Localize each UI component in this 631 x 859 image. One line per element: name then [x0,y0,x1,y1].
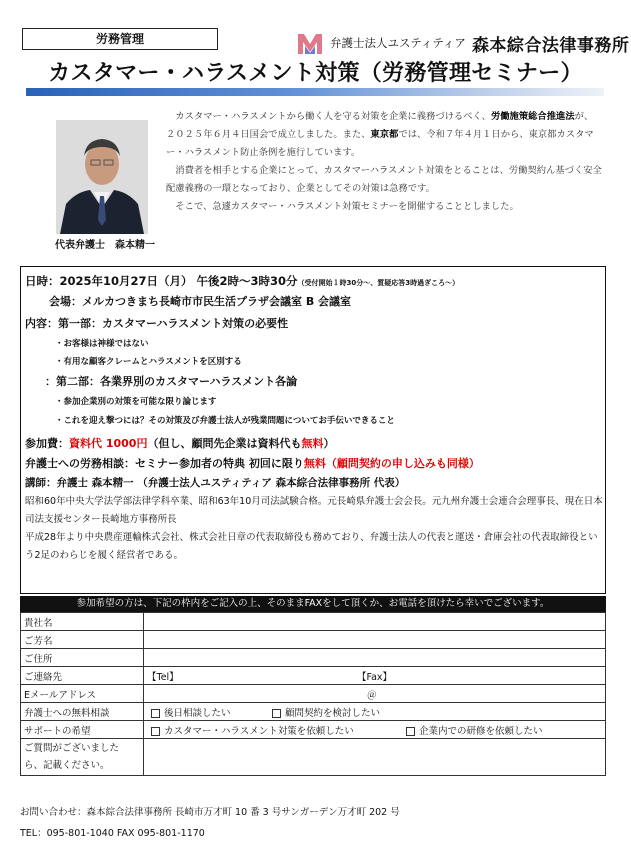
email-field[interactable] [144,685,606,703]
contact-label: ご連絡先 [21,667,144,685]
portrait-image [56,120,148,234]
form-row-address [21,649,606,667]
content-bullet: ・これを迎え撃つには？その対策及び弁護士法人が残業問題についてお手伝いできること [55,416,395,426]
intro-text [166,108,602,216]
name-label: ご芳名 [21,631,144,649]
footer-phones: TEL：095-801-1040 FAX 095-801-1170 [20,828,205,839]
seminar-content-part2: ：第二部：各業界別のカスタマーハラスメント各論 [45,375,298,388]
form-row-contact [21,667,606,685]
speaker: 講師：弁護士 森本精一 （弁護士法人ユスティティア 森本綜合法律事務所 代表） [25,477,406,489]
support-label: サポートの希望 [21,721,144,739]
company-field[interactable] [144,613,606,631]
checkbox[interactable] [406,727,415,736]
checkbox[interactable] [151,727,160,736]
email-label: Eメールアドレス [21,685,144,703]
support-option-training: 企業内での研修を依頼したい [419,725,543,737]
fax-label: 【Fax】 [357,671,393,683]
free-consultation: 弁護士への労務相談：セミナー参加者の特典 初回に限り無料（顧問契約の申し込みも同様） [25,457,480,470]
address-field[interactable] [144,649,606,667]
company-label: 貴社名 [21,613,144,631]
footer-inquiry: お問い合わせ：森本綜合法律事務所 長崎市万才町 10 番 3 号サンガーデン万才町 202 号 [20,807,400,818]
intro-paragraph-2: 消費者を相手とする企業にとって、カスタマーハラスメント対策をとることは、労働契約ん基づく安全配慮義務の一環となっており、企業としてその対策は急務です。 [166,165,602,194]
consult-option-later: 後日相談したい [164,707,231,719]
firm-logo [296,30,629,56]
consult-option-retainer: 顧問契約を検討したい [285,707,381,719]
lawyer-portrait [56,120,148,234]
firm-logo-subtitle: 弁護士法人ユスティティア [330,36,466,50]
form-instruction-banner: 参加希望の方は、下記の枠内をご記入の上、そのままFAXをして頂くか、お電話を頂けたら幸いでございます。 [20,596,606,612]
seminar-content-part1: 内容：第一部：カスタマーハラスメント対策の必要性 [25,317,289,330]
at-sign: ＠ [367,689,377,701]
checkbox[interactable] [151,709,160,718]
page-title: カスタマー・ハラスメント対策（労務管理セミナー） [48,61,583,86]
checkbox[interactable] [272,709,281,718]
title-underline-band [26,88,604,96]
content-bullet: ・有用な顧客クレームとハラスメントを区別する [55,357,242,367]
participation-fee: 参加費：資料代 1000円（但し、顧問先企業は資料代も無料） [25,437,335,450]
form-row-company [21,613,606,631]
content-bullet: ・お客様は神様ではない [55,339,149,349]
form-row-question [21,739,606,776]
application-form [20,612,606,776]
speaker-bio [25,493,607,565]
speaker-bio-1: 昭和60年中央大学法学部法律学科卒業、昭和63年10月司法試験合格。元長崎県弁護士会会長。元九州弁護士会連合会理事長、現在日本司法支援センター長崎地方事務所長 [25,496,603,525]
content-bullet: ・参加企業別の対策を可能な限り論じます [55,397,217,407]
lawyer-caption: 代表弁護士 森本精一 [55,240,155,251]
form-row-name [21,631,606,649]
question-label: ご質問がございました ら、記載ください。 [21,739,144,776]
form-row-support [21,721,606,739]
intro-paragraph-3: そこで、急遽カスタマー・ハラスメント対策セミナーを開催することとしました。 [175,201,519,212]
seminar-details-box [20,266,606,594]
category-tag: 労務管理 [22,28,218,50]
support-option-harassment: カスタマー・ハラスメント対策を依頼したい [164,725,354,737]
question-field[interactable] [144,739,606,776]
seminar-datetime: 日時：2025年10月27日（月） 午後2時～3時30分（受付開始１時30分～、質疑応答3時過ぎころ～） [25,274,460,288]
firm-logo-name: 森本綜合法律事務所 [471,35,630,56]
tel-label: 【Tel】 [147,671,179,683]
support-options [144,721,606,739]
speaker-bio-2: 平成28年より中央農産運輸株式会社、株式会社日章の代表取締役も務めており、弁護士法人の代表と運送・倉庫会社の代表取締役という2足のわらじを履く経営者である。 [25,532,598,561]
form-row-email [21,685,606,703]
seminar-venue: 会場：メルカつきまち長崎市市民生活プラザ会議室 B 会議室 [49,295,352,308]
name-field[interactable] [144,631,606,649]
firm-logo-mark-icon [296,30,324,56]
consult-options [144,703,606,721]
consult-label: 弁護士への無料相談 [21,703,144,721]
address-label: ご住所 [21,649,144,667]
intro-paragraph-1: カスタマー・ハラスメントから働く人を守る対策を企業に義務づけるべく、労働施策総合推進法が、２０２５年６月４日国会で成立しました。また、東京都では、令和７年４月１日から、東京都カスタマー・ハラスメント防止条例を施行しています。 [166,111,594,158]
form-row-consult [21,703,606,721]
contact-field[interactable] [144,667,606,685]
